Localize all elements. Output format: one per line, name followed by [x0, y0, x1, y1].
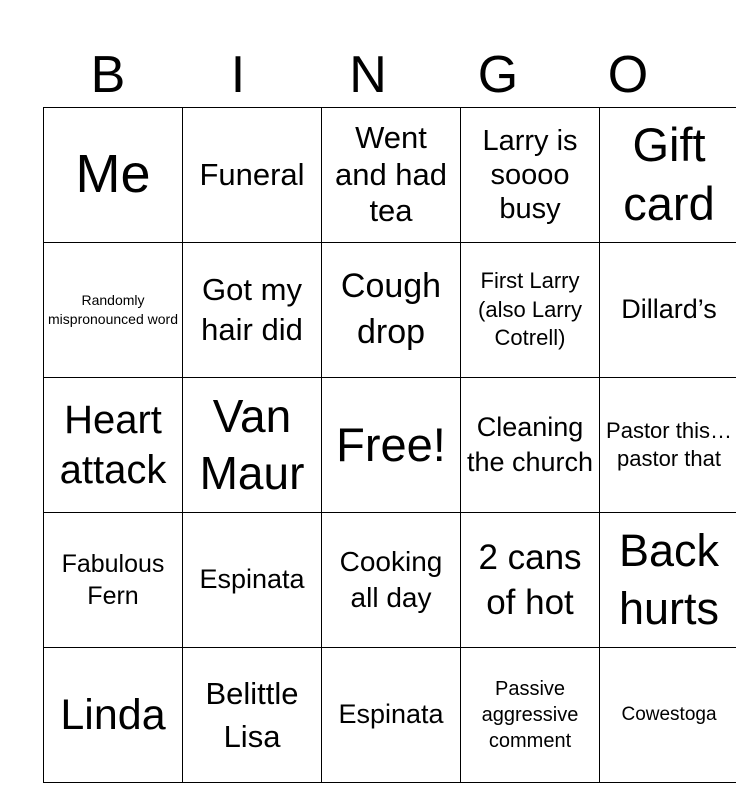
- cell-text: Me: [75, 144, 151, 205]
- bingo-cell[interactable]: [461, 243, 600, 378]
- bingo-cell[interactable]: [44, 648, 183, 783]
- bingo-cell[interactable]: [322, 108, 461, 243]
- bingo-cell[interactable]: [461, 513, 600, 648]
- board-row: [44, 243, 736, 378]
- bingo-cell[interactable]: [183, 378, 322, 513]
- cell-text: Funeral: [199, 156, 305, 192]
- bingo-cell[interactable]: [600, 243, 736, 378]
- cell-text: Dillard’s: [621, 294, 717, 325]
- bingo-cell[interactable]: [322, 648, 461, 783]
- bingo-header: [43, 46, 693, 104]
- bingo-cell[interactable]: [600, 648, 736, 783]
- cell-text: Linda: [60, 690, 166, 739]
- cell-text: Van Maur: [199, 389, 305, 499]
- cell-text: Larry is soooo busy: [482, 124, 578, 226]
- cell-text: Belittle Lisa: [205, 675, 299, 754]
- bingo-cell[interactable]: [461, 378, 600, 513]
- bingo-board: [43, 107, 736, 783]
- bingo-cell[interactable]: [322, 243, 461, 378]
- bingo-cell[interactable]: [461, 648, 600, 783]
- board-row: [44, 378, 736, 513]
- cell-text: Passive aggressive comment: [481, 678, 579, 752]
- bingo-cell[interactable]: [44, 243, 183, 378]
- bingo-cell[interactable]: [44, 378, 183, 513]
- bingo-cell[interactable]: [44, 513, 183, 648]
- cell-text: Pastor this… pastor that: [606, 418, 732, 471]
- bingo-cell[interactable]: [183, 243, 322, 378]
- bingo-cell[interactable]: [44, 108, 183, 243]
- cell-text: Espinata: [338, 699, 444, 730]
- cell-text: Cowestoga: [621, 703, 717, 725]
- header-letter-i: I: [230, 46, 246, 104]
- cell-text: Randomly mispronounced word: [48, 292, 178, 327]
- cell-text: Cough drop: [340, 267, 442, 351]
- header-letter-b: B: [90, 46, 126, 104]
- header-letter-o: O: [607, 46, 649, 104]
- bingo-cell[interactable]: [600, 513, 736, 648]
- bingo-cell[interactable]: [183, 108, 322, 243]
- cell-text: Got my hair did: [201, 271, 303, 347]
- board-row: [44, 513, 736, 648]
- header-letter-g: G: [477, 46, 519, 104]
- board-row: [44, 108, 736, 243]
- header-letter-n: N: [349, 46, 387, 104]
- board-row: [44, 648, 736, 783]
- cell-text: First Larry (also Larry Cotrell): [478, 268, 582, 351]
- cell-text: Gift card: [623, 118, 715, 230]
- cell-text: Heart attack: [59, 398, 167, 492]
- bingo-cell[interactable]: [183, 513, 322, 648]
- bingo-cell[interactable]: [322, 378, 461, 513]
- cell-text: 2 cans of hot: [478, 537, 582, 622]
- cell-text: Espinata: [199, 564, 305, 595]
- cell-text: Back hurts: [618, 524, 720, 634]
- cell-text: Cooking all day: [339, 545, 443, 613]
- cell-text: Fabulous Fern: [61, 549, 165, 610]
- bingo-cell[interactable]: [183, 648, 322, 783]
- cell-text: Cleaning the church: [466, 411, 594, 477]
- bingo-cell[interactable]: [461, 108, 600, 243]
- bingo-cell[interactable]: [600, 108, 736, 243]
- cell-text: Free!: [336, 418, 446, 472]
- bingo-cell[interactable]: [600, 378, 736, 513]
- bingo-cell[interactable]: [322, 513, 461, 648]
- cell-text: Went and had tea: [334, 120, 448, 229]
